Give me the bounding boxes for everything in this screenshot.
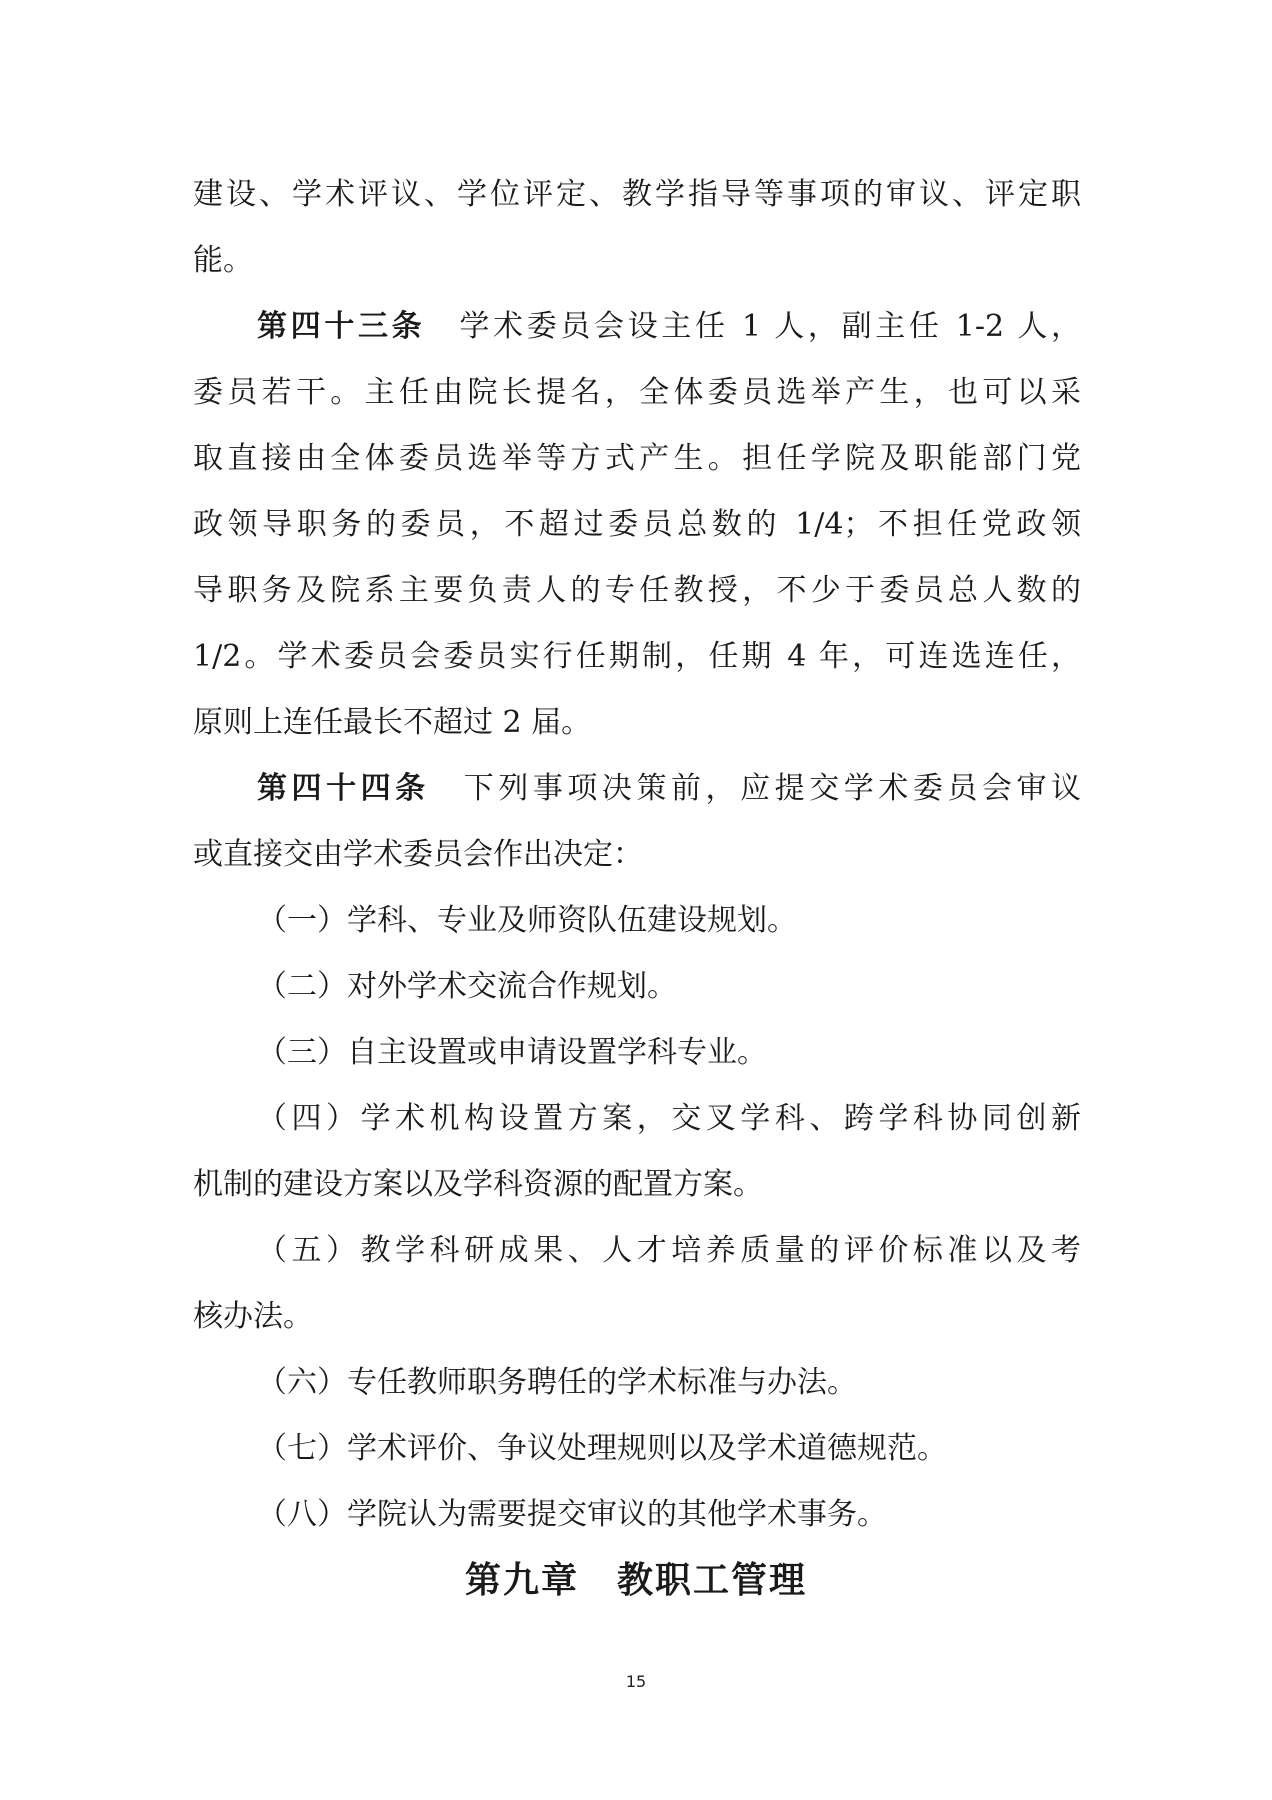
paragraph-line: 原则上连任最长不超过 2 届。 xyxy=(193,705,592,740)
paragraph-text: 下列事项决策前，应提交学术委员会审议 xyxy=(463,771,1082,806)
list-item: （六）专任教师职务聘任的学术标准与办法。 xyxy=(257,1365,857,1400)
list-item: （四）学术机构设置方案，交叉学科、跨学科协同创新 xyxy=(257,1101,1081,1136)
list-item: （七）学术评价、争议处理规则以及学术道德规范。 xyxy=(257,1431,947,1466)
chapter-title: 第九章 教职工管理 xyxy=(464,1559,807,1601)
paragraph-text: 学术委员会设主任 1 人，副主任 1-2 人， xyxy=(459,309,1081,344)
list-item-continuation: 核办法。 xyxy=(193,1299,313,1334)
paragraph-line: 政领导职务的委员，不超过委员总数的 1/4；不担任党政领 xyxy=(193,507,1081,542)
list-item: （二）对外学术交流合作规划。 xyxy=(257,969,677,1004)
paragraph-line: 建设、学术评议、学位评定、教学指导等事项的审议、评定职 xyxy=(193,177,1081,212)
paragraph-line: 导职务及院系主要负责人的专任教授，不少于委员总人数的 xyxy=(193,573,1081,608)
list-item-continuation: 机制的建设方案以及学科资源的配置方案。 xyxy=(193,1167,763,1202)
paragraph-line: 能。 xyxy=(193,243,253,278)
paragraph-line: 委员若干。主任由院长提名，全体委员选举产生，也可以采 xyxy=(193,375,1081,410)
list-item: （八）学院认为需要提交审议的其他学术事务。 xyxy=(257,1497,887,1532)
paragraph-line: 1/2。学术委员会委员实行任期制，任期 4 年，可连选连任， xyxy=(193,639,1081,674)
article-44-heading: 第四十四条 xyxy=(257,771,430,806)
list-item: （三）自主设置或申请设置学科专业。 xyxy=(257,1035,767,1070)
page-number: 15 xyxy=(625,1672,647,1691)
paragraph-line: 或直接交由学术委员会作出决定： xyxy=(193,837,643,872)
list-item: （一）学科、专业及师资队伍建设规划。 xyxy=(257,903,797,938)
article-43-first-line xyxy=(257,294,1081,360)
article-44-first-line xyxy=(257,756,1081,822)
paragraph-line: 取直接由全体委员选举等方式产生。担任学院及职能部门党 xyxy=(193,441,1081,476)
article-43-heading: 第四十三条 xyxy=(257,309,426,344)
list-item: （五）教学科研成果、人才培养质量的评价标准以及考 xyxy=(257,1233,1081,1268)
